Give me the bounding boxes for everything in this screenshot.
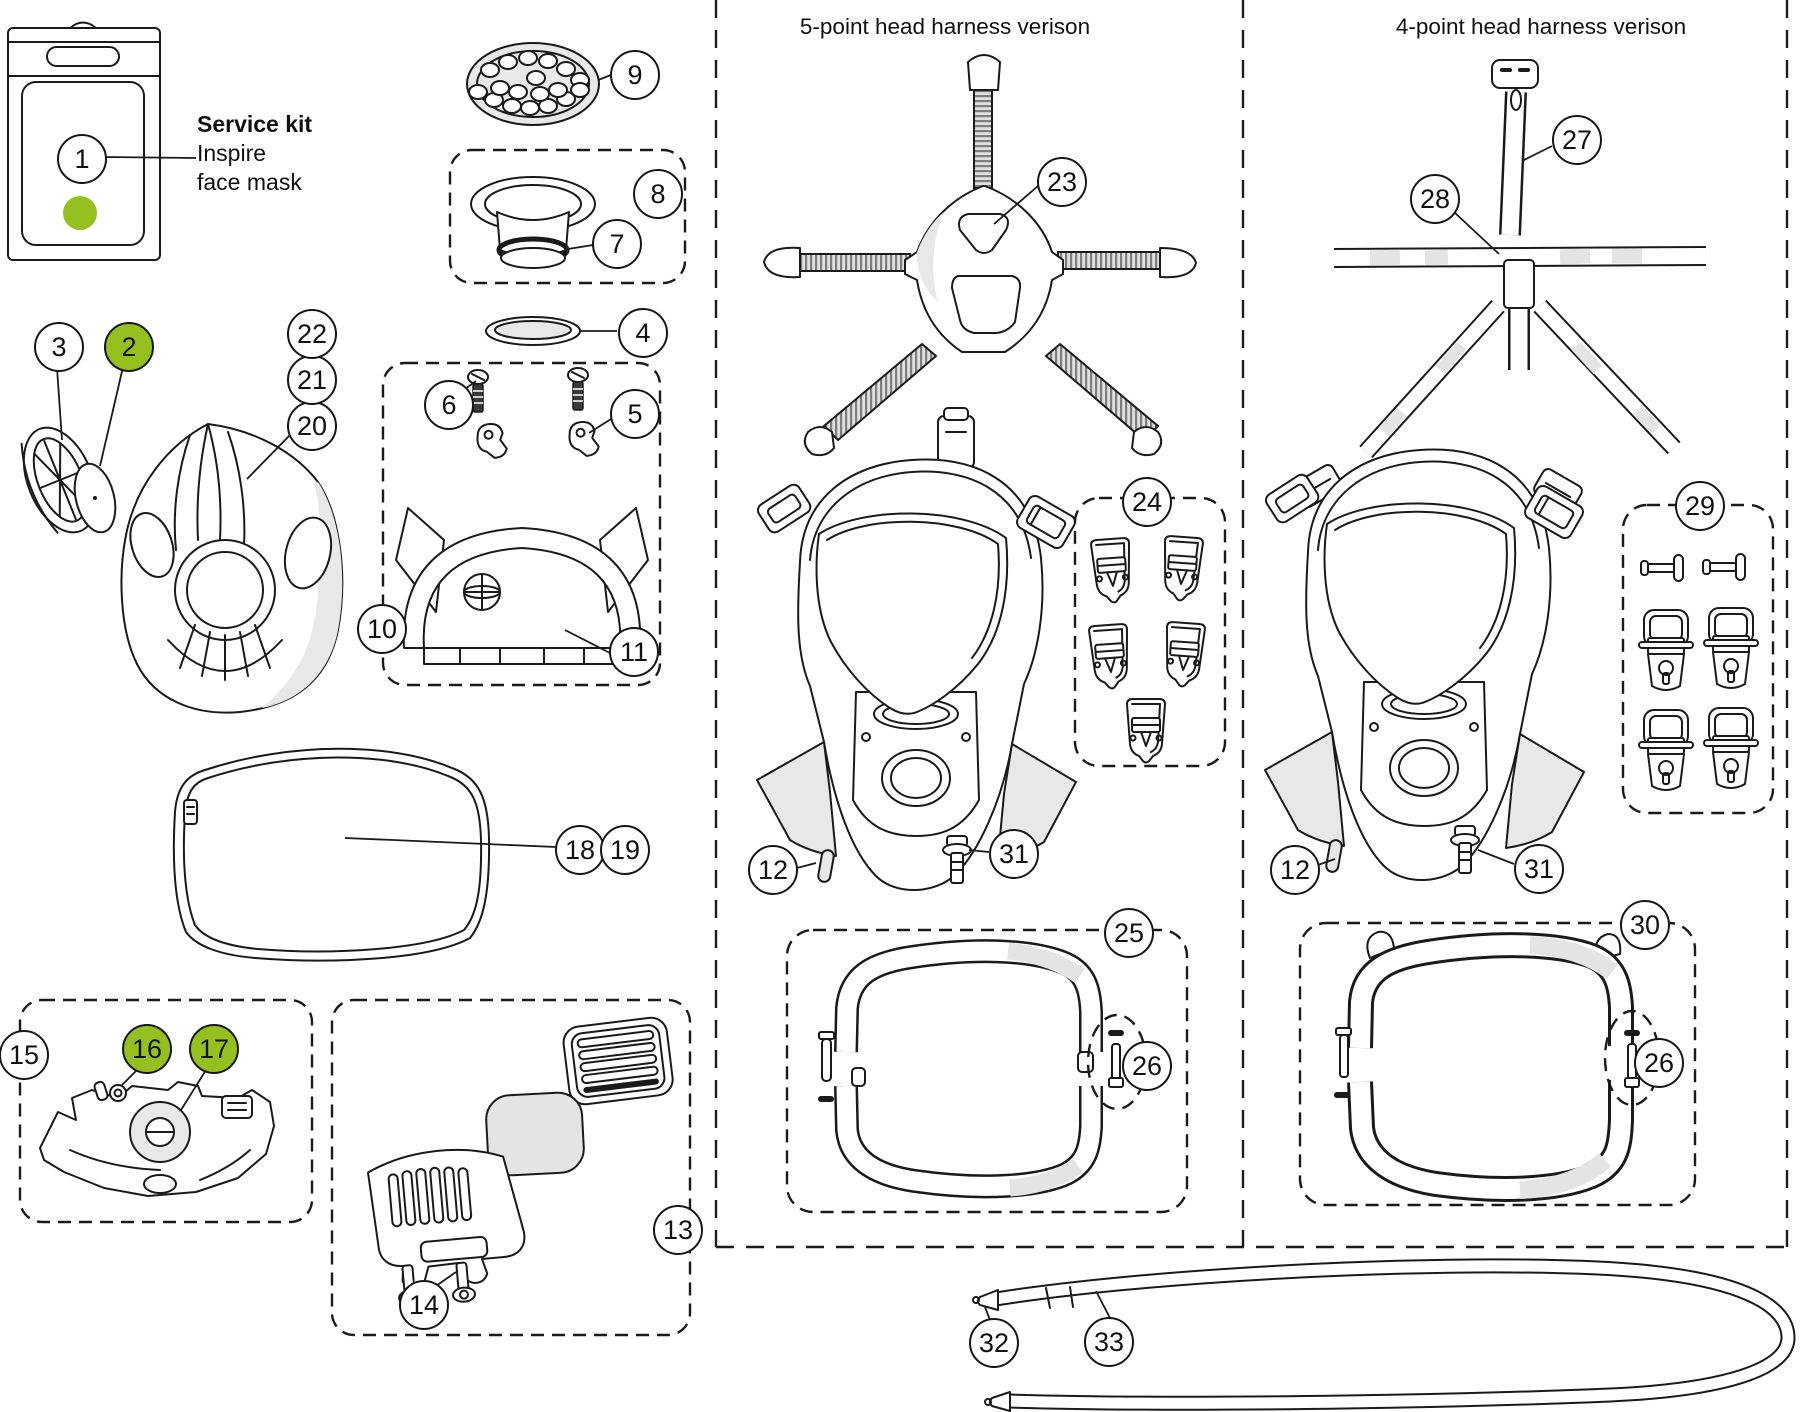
callout-25: 25 [1104,908,1154,958]
five-point-harness [764,55,1196,455]
callout-15: 15 [0,1030,49,1080]
callout-26-five-point: 26 [1122,1041,1172,1091]
visor-frame-five-point [818,951,1124,1188]
callout-28: 28 [1410,174,1460,224]
callout-31-five-point: 31 [989,829,1039,879]
five-point-mask [755,408,1077,890]
voice-diaphragm-kit [367,1016,675,1309]
callout-14: 14 [399,1280,449,1330]
callout-29: 29 [1675,481,1725,531]
callout-4: 4 [618,308,668,358]
callout-21: 21 [287,355,337,405]
visor-lens [174,749,489,961]
callout-10: 10 [357,604,407,654]
service-kit-label [197,110,312,197]
callout-26-four-point: 26 [1634,1038,1684,1088]
callout-9: 9 [610,50,660,100]
strap-buckle-set [1639,554,1758,790]
callout-16: 16 [122,1024,172,1074]
callout-1: 1 [57,134,107,184]
callout-8: 8 [633,169,683,219]
callout-27: 27 [1552,115,1602,165]
callout-3: 3 [34,322,84,372]
four-point-harness [1334,60,1706,452]
callout-31-four-point: 31 [1514,844,1564,894]
callout-17: 17 [189,1024,239,1074]
callout-24: 24 [1122,477,1172,527]
callout-6: 6 [424,380,474,430]
callout-32: 32 [969,1318,1019,1368]
green-dot [63,196,97,230]
speech-diaphragm-cover [467,43,599,125]
callout-12-five-point: 12 [748,845,798,895]
callout-2: 2 [104,322,154,372]
exhale-valve-housing [471,177,595,268]
service-kit-line3: face mask [197,169,302,195]
callout-13: 13 [653,1205,703,1255]
callout-12-four-point: 12 [1270,845,1320,895]
service-kit-line2: Inspire [197,140,267,166]
inner-mask [121,424,342,713]
column-header-4-point: 4-point head harness verison [1395,14,1687,39]
regulator-unit [40,1081,274,1196]
callout-18: 18 [555,825,605,875]
callout-19: 19 [600,825,650,875]
callout-22: 22 [287,309,337,359]
callout-33: 33 [1084,1317,1134,1367]
column-header-5-point: 5-point head harness verison [799,14,1091,39]
service-kit-title: Service kit [197,111,313,137]
callout-20: 20 [287,401,337,451]
callout-11: 11 [609,627,659,677]
sealing-ring [486,317,580,345]
callout-30: 30 [1620,900,1670,950]
four-point-mask [1263,450,1585,880]
callout-5: 5 [610,389,660,439]
callout-7: 7 [592,219,642,269]
callout-23: 23 [1037,157,1087,207]
buckle-clip-set [1089,536,1206,763]
visor-frame-four-point [1334,932,1640,1190]
